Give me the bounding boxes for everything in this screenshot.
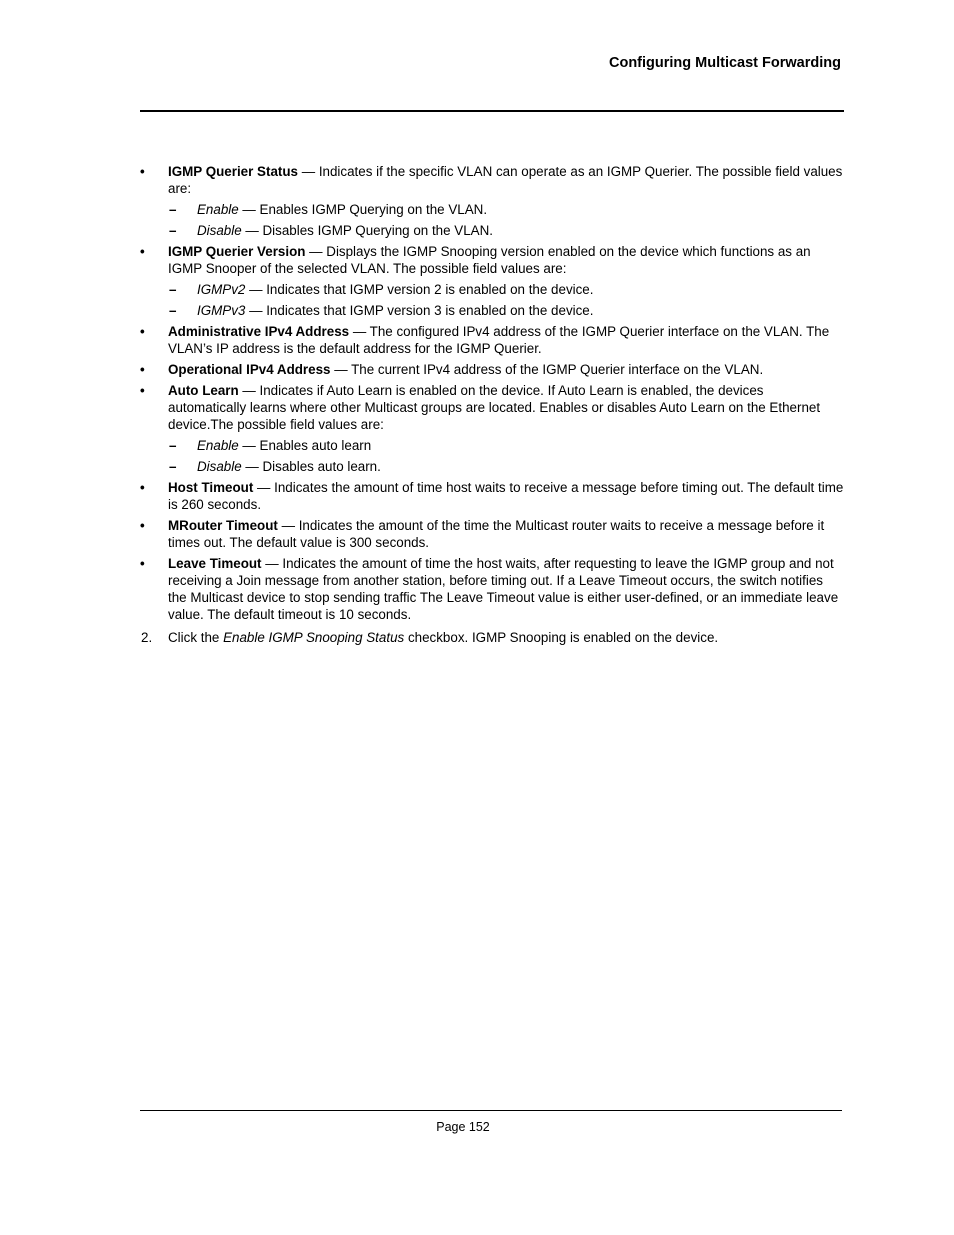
sub-desc: — Enables auto learn	[238, 438, 372, 453]
step-checkbox-name: Enable IGMP Snooping Status	[223, 630, 405, 645]
dash: –	[169, 202, 177, 217]
sub-term: Disable	[197, 459, 242, 474]
bullet: •	[140, 480, 145, 495]
list-item	[140, 479, 844, 513]
numbered-step	[140, 629, 844, 646]
item-term: Operational IPv4 Address	[168, 362, 331, 377]
list-item	[140, 555, 844, 623]
dash: –	[169, 459, 177, 474]
item-desc: — The configured IPv4 address of the IGMP Querier interface on the VLAN. The VLAN’s IP address is the default address for the IGMP Querier.	[168, 324, 830, 356]
step-number: 2.	[141, 630, 153, 645]
sub-term: IGMPv2	[197, 282, 246, 297]
dash: –	[169, 282, 177, 297]
bullet: •	[140, 244, 145, 259]
item-term: Leave Timeout	[168, 556, 262, 571]
sub-term: Enable	[197, 438, 239, 453]
bullet: •	[140, 556, 145, 571]
page-number: Page 152	[436, 1120, 490, 1134]
item-desc: — Indicates the amount of time host waits to receive a message before timing out. The default time is 260 seconds.	[168, 480, 844, 512]
step-text-before: Click the	[168, 630, 224, 645]
sub-desc: — Disables IGMP Querying on the VLAN.	[241, 223, 493, 238]
sub-desc: — Disables auto learn.	[241, 459, 381, 474]
item-term: Auto Learn	[168, 383, 239, 398]
list-item	[140, 517, 844, 551]
bullet: •	[140, 164, 145, 179]
dash: –	[169, 223, 177, 238]
item-term: Administrative IPv4 Address	[168, 324, 350, 339]
sub-term: IGMPv3	[197, 303, 246, 318]
sub-desc: — Enables IGMP Querying on the VLAN.	[238, 202, 488, 217]
sub-item	[140, 302, 844, 319]
header-rule	[140, 110, 844, 112]
page-header-title: Configuring Multicast Forwarding	[609, 55, 841, 71]
bullet: •	[140, 324, 145, 339]
list-item	[140, 382, 844, 433]
sub-item	[140, 281, 844, 298]
item-desc: — The current IPv4 address of the IGMP Querier interface on the VLAN.	[330, 362, 764, 377]
item-desc: — Displays the IGMP Snooping version enabled on the device which functions as an IGMP Snooper of the selected VLAN. The possible field values are:	[168, 244, 811, 276]
item-desc: — Indicates if the specific VLAN can operate as an IGMP Querier. The possible field values are:	[168, 164, 843, 196]
list-item	[140, 243, 844, 277]
sub-item	[140, 222, 844, 239]
list-item	[140, 361, 844, 378]
sub-desc: — Indicates that IGMP version 3 is enabled on the device.	[245, 303, 594, 318]
footer-rule	[140, 1110, 842, 1111]
dash: –	[169, 303, 177, 318]
item-term: IGMP Querier Version	[168, 244, 306, 259]
item-term: Host Timeout	[168, 480, 254, 495]
item-desc: — Indicates if Auto Learn is enabled on the device. If Auto Learn is enabled, the devices automatically learns where other Multicast groups are located. Enables or disables Auto Learn on the Ethernet device.The possible field values are:	[168, 383, 821, 432]
sub-item	[140, 437, 844, 454]
bullet: •	[140, 383, 145, 398]
sub-item	[140, 201, 844, 218]
item-term: MRouter Timeout	[168, 518, 278, 533]
step-text-after: checkbox. IGMP Snooping is enabled on the device.	[404, 630, 719, 645]
list-item	[140, 163, 844, 197]
list-item	[140, 323, 844, 357]
item-term: IGMP Querier Status	[168, 164, 298, 179]
bullet: •	[140, 518, 145, 533]
dash: –	[169, 438, 177, 453]
sub-term: Disable	[197, 223, 242, 238]
item-desc: — Indicates the amount of time the host waits, after requesting to leave the IGMP group and not receiving a Join message from another station, before timing out. If a Leave Timeout occurs, the switch notifies the Multicast device to stop sending traffic The Leave Timeout value is either user-defined, or an immediate leave value. The default timeout is 10 seconds.	[168, 556, 839, 622]
main-content	[140, 163, 844, 650]
sub-item	[140, 458, 844, 475]
sub-term: Enable	[197, 202, 239, 217]
item-desc: — Indicates the amount of the time the Multicast router waits to receive a message before it times out. The default value is 300 seconds.	[168, 518, 825, 550]
sub-desc: — Indicates that IGMP version 2 is enabled on the device.	[245, 282, 594, 297]
bullet: •	[140, 362, 145, 377]
